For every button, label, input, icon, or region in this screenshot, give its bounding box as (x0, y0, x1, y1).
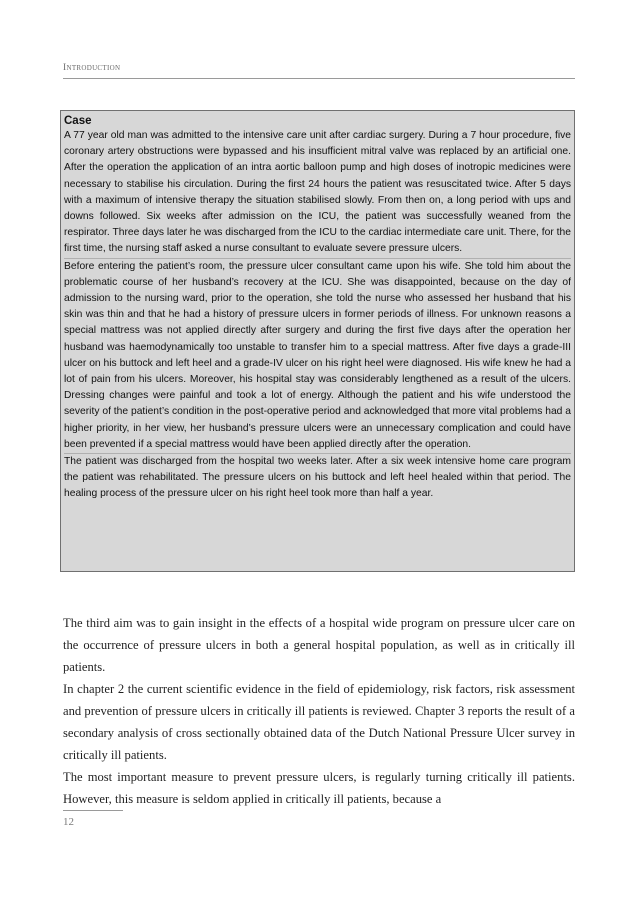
section-title: Introduction (63, 63, 121, 73)
body-paragraph: The most important measure to prevent pressure ulcers, is regularly turning critically ill patients. However, this measure is seldom applied in critically ill patients, because a (63, 770, 575, 806)
case-paragraph: The patient was discharged from the hospital two weeks later. After a six week intensive home care program the patient was rehabilitated. The pressure ulcers on his buttock and left heel healed within that period. The healing process of the pressure ulcer on his right heel took more than half a year. (64, 456, 571, 500)
footer-divider (63, 810, 123, 811)
running-header (63, 62, 575, 74)
case-title: Case (64, 115, 92, 127)
header-divider (63, 78, 575, 79)
body-text (63, 612, 575, 810)
page-number: 12 (63, 816, 74, 828)
case-box (60, 110, 575, 572)
case-paragraph: Before entering the patient’s room, the pressure ulcer consultant came upon his wife. She told him about the problematic course of her husband’s recovery at the ICU. She was disappointed, because on the day of admission to the nursing ward, prior to the operation, she told the nurse who assessed her husband that his skin was thin and that he had a history of pressure ulcers in former periods of illness. For unknown reasons a special mattress was not applied directly after surgery and during the first five days after the operation her husband was haemodynamically too unstable to transfer him to a special mattress. After five days a grade-III ulcer on his buttock and left heel and a grade-IV ulcer on his right heel were diagnosed. His wife knew he had a lot of pain from his ulcers. Moreover, his hospital stay was considerably lengthened as a result of the ulcers. Dressing changes were painful and took a lot of energy. Although the patient and his wife understood the severity of the patient’s condition in the post-operative period and acknowledged that more vital problems had a higher priority, in her view, her husband’s pressure ulcers were an unnecessary complication and could have been prevented if a special mattress would have been applied directly after the operation. (64, 259, 571, 454)
case-paragraph: A 77 year old man was admitted to the intensive care unit after cardiac surgery. During a 7 hour procedure, five coronary artery obstructions were bypassed and his insufficient mitral valve was replaced by an artificial one. After the operation the application of an intra aortic balloon pump and high doses of inotropic medicines were necessary to stabilise his circulation. During the first 24 hours the patient was resuscitated twice. After 5 days with a maximum of intensive therapy the situation stabilised slowly. From then on, a long period with ups and downs followed. Six weeks after admission on the ICU, the patient was successfully weaned from the respirator. Three days later he was discharged from the ICU to the cardiac intermediate care unit. There, for the first time, the nursing staff asked a nurse consultant to evaluate severe pressure ulcers. (64, 128, 571, 259)
body-paragraph: The third aim was to gain insight in the effects of a hospital wide program on pressure ulcer care on the occurrence of pressure ulcers in both a general hospital population, as well as in critically ill patients. (63, 616, 575, 674)
body-paragraph: In chapter 2 the current scientific evidence in the field of epidemiology, risk factors, risk assessment and prevention of pressure ulcers in critically ill patients is reviewed. Chapter 3 reports the result of a secondary analysis of cross sectionally obtained data of the Dutch National Pressure Ulcer survey in critically ill patients. (63, 682, 575, 762)
